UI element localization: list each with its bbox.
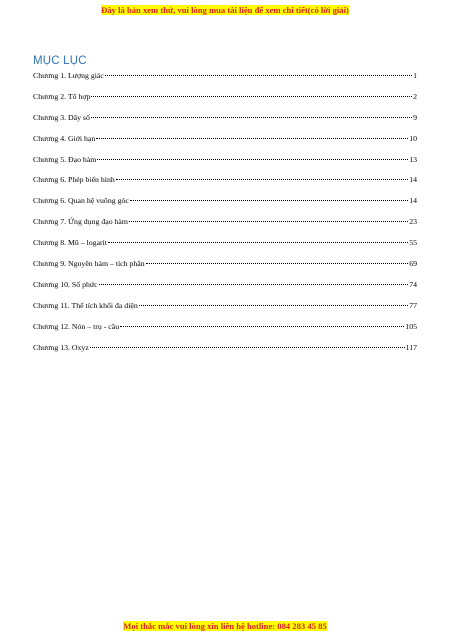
dot-leader: [116, 179, 408, 180]
toc-entry-page: 1: [413, 71, 417, 80]
toc-entry-chapter-9[interactable]: [33, 258, 417, 279]
toc-entry-chapter-5[interactable]: [33, 154, 417, 175]
toc-entry-label: Chương 13. Oxyz: [33, 342, 89, 352]
toc-entry-label: Chương 9. Nguyên hàm – tích phân: [33, 259, 145, 269]
toc-entry-label: Chương 1. Lượng giác: [33, 71, 104, 80]
toc-entry-label: Chương 5. Đạo hàm: [33, 154, 97, 164]
dot-leader: [91, 96, 412, 97]
dot-leader: [91, 117, 412, 118]
toc-entry-label: Chương 4. Giới hạn: [33, 133, 96, 143]
toc-entry-page: 69: [409, 259, 417, 269]
hotline-text: Mọi thắc mắc vui lòng xin liên hệ hotline: 084 283 45 85: [123, 621, 327, 631]
preview-notice-banner: [0, 5, 450, 15]
toc-entry-chapter-1[interactable]: [33, 70, 417, 91]
toc-entry-page: 13: [409, 154, 417, 164]
dot-leader: [96, 138, 408, 139]
toc-entry-page: 14: [409, 175, 417, 185]
toc-entry-page: 10: [409, 133, 417, 143]
toc-entry-page: 55: [409, 238, 417, 248]
toc-entry-page: 105: [405, 321, 417, 331]
toc-entry-page: 2: [413, 91, 417, 101]
toc-entry-chapter-7[interactable]: [33, 216, 417, 237]
toc-entry-label: Chương 3. Dãy số: [33, 112, 90, 122]
toc-entry-chapter-11[interactable]: [33, 300, 417, 321]
toc-entry-label: Chương 6. Quan hệ vuông góc: [33, 196, 129, 206]
dot-leader: [108, 242, 408, 243]
toc-entry-label: Chương 2. Tổ hợp: [33, 91, 91, 101]
preview-notice-text: Đây là bản xem thử, vui lòng mua tài liệu để xem chi tiết(có lời giải): [101, 5, 349, 15]
toc-entry-label: Chương 7. Ứng dụng đạo hàm: [33, 217, 128, 227]
toc-entry-chapter-4[interactable]: [33, 133, 417, 154]
dot-leader: [120, 326, 404, 327]
dot-leader: [130, 200, 408, 201]
toc-entry-page: 74: [409, 279, 417, 289]
hotline-banner: [0, 621, 450, 631]
toc-entry-chapter-10[interactable]: [33, 279, 417, 300]
toc-entry-chapter-6b[interactable]: [33, 195, 417, 216]
toc-entry-page: 117: [405, 342, 417, 352]
dot-leader: [90, 347, 405, 348]
toc-entry-chapter-13[interactable]: [33, 342, 417, 363]
dot-leader: [129, 221, 408, 222]
toc-entry-chapter-2[interactable]: [33, 91, 417, 112]
dot-leader: [146, 263, 409, 264]
toc-entry-chapter-3[interactable]: [33, 112, 417, 133]
toc-entry-page: 23: [409, 217, 417, 227]
toc-entry-chapter-12[interactable]: [33, 321, 417, 342]
toc-entry-chapter-8[interactable]: [33, 237, 417, 258]
dot-leader: [139, 305, 408, 306]
dot-leader: [105, 75, 412, 76]
toc-entry-label: Chương 11. Thể tích khối đa diện: [33, 300, 138, 310]
toc-entry-label: Chương 10. Số phức: [33, 279, 98, 289]
toc-list: [33, 70, 417, 362]
toc-entry-label: Chương 8. Mũ – logarit: [33, 238, 107, 248]
toc-entry-chapter-6a[interactable]: [33, 174, 417, 195]
toc-entry-page: 9: [413, 112, 417, 122]
dot-leader: [99, 284, 409, 285]
toc-entry-label: Chương 12. Nón – trụ - cầu: [33, 321, 120, 331]
toc-title: MỤC LỤC: [33, 55, 87, 67]
toc-entry-label: Chương 6. Phép biến hình: [33, 175, 115, 185]
toc-entry-page: 14: [409, 196, 417, 206]
toc-entry-page: 77: [409, 300, 417, 310]
dot-leader: [97, 159, 408, 160]
